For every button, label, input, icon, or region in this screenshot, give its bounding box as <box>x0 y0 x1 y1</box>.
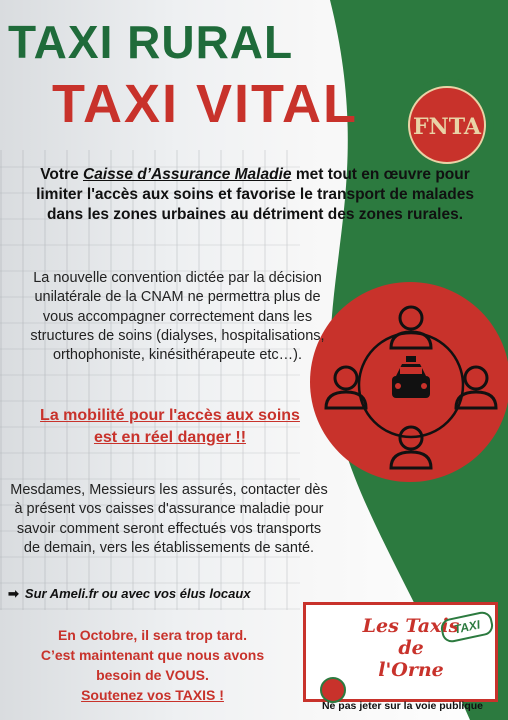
fnta-logo-inner <box>408 86 486 164</box>
intro-rest: met tout en œuvre pour limiter l'accès aux soins et favorise le transport de malades dans les zones urbaines au détriment des zones rurales. <box>36 166 474 223</box>
intro-prefix: Votre <box>40 166 84 183</box>
title-line-1: TAXI RURAL <box>8 16 294 68</box>
person-bottom-icon <box>391 427 431 468</box>
closing-line-4: Soutenez vos TAXIS ! <box>81 687 224 703</box>
danger-line-2: est en réel danger !! <box>93 429 247 446</box>
convention-paragraph: La nouvelle convention dictée par la décision unilatérale de la CNAM ne permettra plus de vous accompagner correctement dans les structures de soins (dialyses, hospitalisations, orthophoniste, kinésithérapeute etc…). <box>30 270 325 364</box>
taxis-de-lorne-stamp <box>303 602 498 702</box>
fnta-logo <box>400 78 494 172</box>
people-taxi-icon <box>316 290 506 480</box>
do-not-litter-notice: Ne pas jeter sur la voie publique <box>321 700 484 712</box>
insured-paragraph: Mesdames, Messieurs les assurés, contacter dès à présent vos caisses d'assurance maladie pour savoir comment seront effectués vos transports de demain, vers les établissements de santé. <box>10 482 328 556</box>
ameli-text: Sur Ameli.fr ou avec vos élus locaux <box>24 586 251 601</box>
taxi-badge: TAXI <box>439 610 495 644</box>
danger-line-1: La mobilité pour l'accès aux soins <box>40 407 300 424</box>
closing-line-1: En Octobre, il sera trop tard. <box>57 627 248 643</box>
title-line-2: TAXI VITAL <box>52 74 358 134</box>
closing-text <box>20 625 285 705</box>
intro-emphasis: Caisse d’Assurance Maladie <box>83 166 292 183</box>
person-top-icon <box>391 307 431 348</box>
ameli-line <box>8 586 308 602</box>
taxi-car-icon <box>392 356 430 398</box>
stamp-line-3: l'Orne <box>378 659 444 681</box>
arrow-right-icon: ➡ <box>8 586 19 601</box>
stamp-line-2: de <box>398 637 424 659</box>
closing-line-2: C’est maintenant que nous avons <box>40 647 265 663</box>
intro-text <box>20 165 490 225</box>
danger-heading <box>20 405 320 449</box>
fnta-logo-text: FNTA <box>413 114 481 140</box>
stamp-line-1: Les Taxis <box>362 615 460 637</box>
closing-line-3: besoin de VOUS. <box>96 667 209 683</box>
